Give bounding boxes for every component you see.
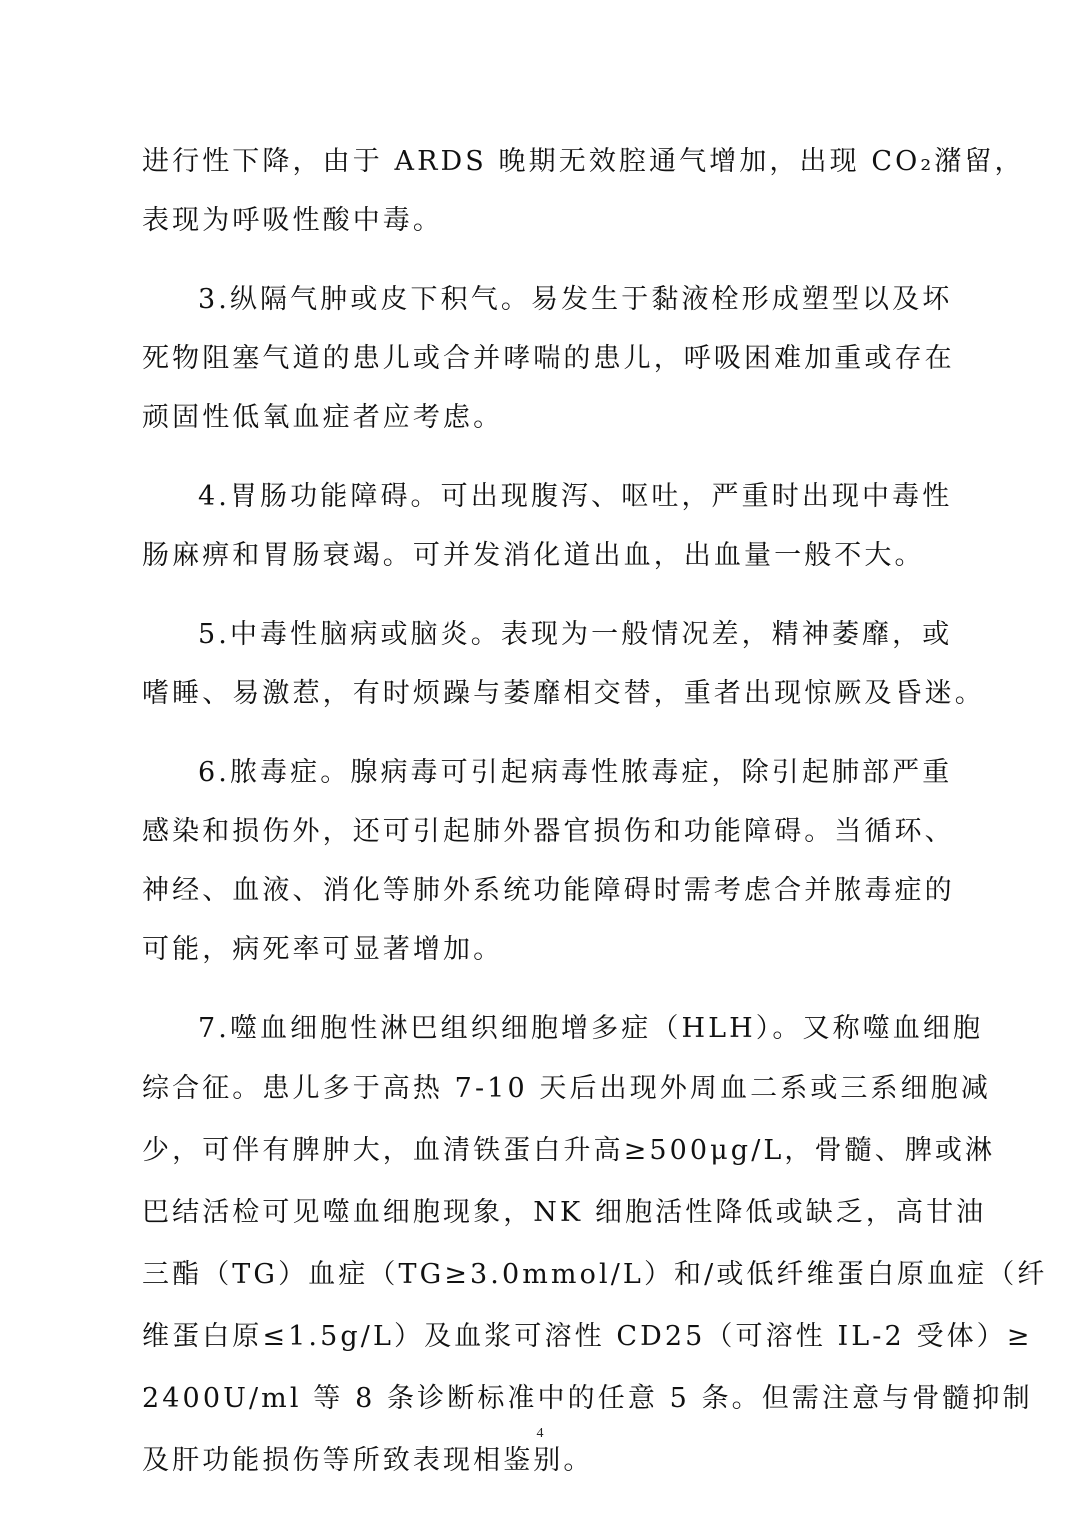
text-line: 维蛋白原≤1.5g/L）及血浆可溶性 CD25（可溶性 IL-2 受体）≥ [142, 1321, 1033, 1352]
text-line: 顽固性低氧血症者应考虑。 [142, 402, 504, 433]
paragraph-6-start: 6.脓毒症。腺病毒可引起病毒性脓毒症，除引起肺部严重 [198, 757, 953, 788]
text-line: 及肝功能损伤等所致表现相鉴别。 [142, 1445, 594, 1476]
text-line: 三酯（TG）血症（TG≥3.0mmol/L）和/或低纤维蛋白原血症（纤 [142, 1259, 1048, 1290]
text-line: 巴结活检可见噬血细胞现象，NK 细胞活性降低或缺乏，高甘油 [142, 1197, 987, 1228]
text-line: 综合征。患儿多于高热 7-10 天后出现外周血二系或三系细胞减 [142, 1073, 991, 1104]
paragraph-3-start: 3.纵隔气肿或皮下积气。易发生于黏液栓形成塑型以及坏 [198, 284, 953, 315]
paragraph-5-start: 5.中毒性脑病或脑炎。表现为一般情况差，精神萎靡，或 [198, 619, 953, 650]
text-line: 少，可伴有脾肿大，血清铁蛋白升高≥500μg/L，骨髓、脾或淋 [142, 1135, 996, 1166]
paragraph-4-start: 4.胃肠功能障碍。可出现腹泻、呕吐，严重时出现中毒性 [198, 481, 953, 512]
text-line: 进行性下降，由于 ARDS 晚期无效腔通气增加，出现 CO₂潴留， [142, 146, 1025, 177]
page-number: 4 [536, 1426, 544, 1441]
text-line: 表现为呼吸性酸中毒。 [142, 205, 443, 236]
text-line: 可能，病死率可显著增加。 [142, 934, 504, 965]
text-line: 2400U/ml 等 8 条诊断标准中的任意 5 条。但需注意与骨髓抑制 [142, 1383, 1033, 1414]
paragraph-7-start: 7.噬血细胞性淋巴组织细胞增多症（HLH）。又称噬血细胞 [198, 1013, 984, 1044]
text-line: 肠麻痹和胃肠衰竭。可并发消化道出血，出血量一般不大。 [142, 540, 925, 571]
document-body [142, 132, 1048, 1492]
text-line: 嗜睡、易激惹，有时烦躁与萎靡相交替，重者出现惊厥及昏迷。 [142, 678, 985, 709]
text-line: 感染和损伤外，还可引起肺外器官损伤和功能障碍。当循环、 [142, 816, 955, 847]
text-line: 死物阻塞气道的患儿或合并哮喘的患儿，呼吸困难加重或存在 [142, 343, 955, 374]
text-line: 神经、血液、消化等肺外系统功能障碍时需考虑合并脓毒症的 [142, 875, 955, 906]
